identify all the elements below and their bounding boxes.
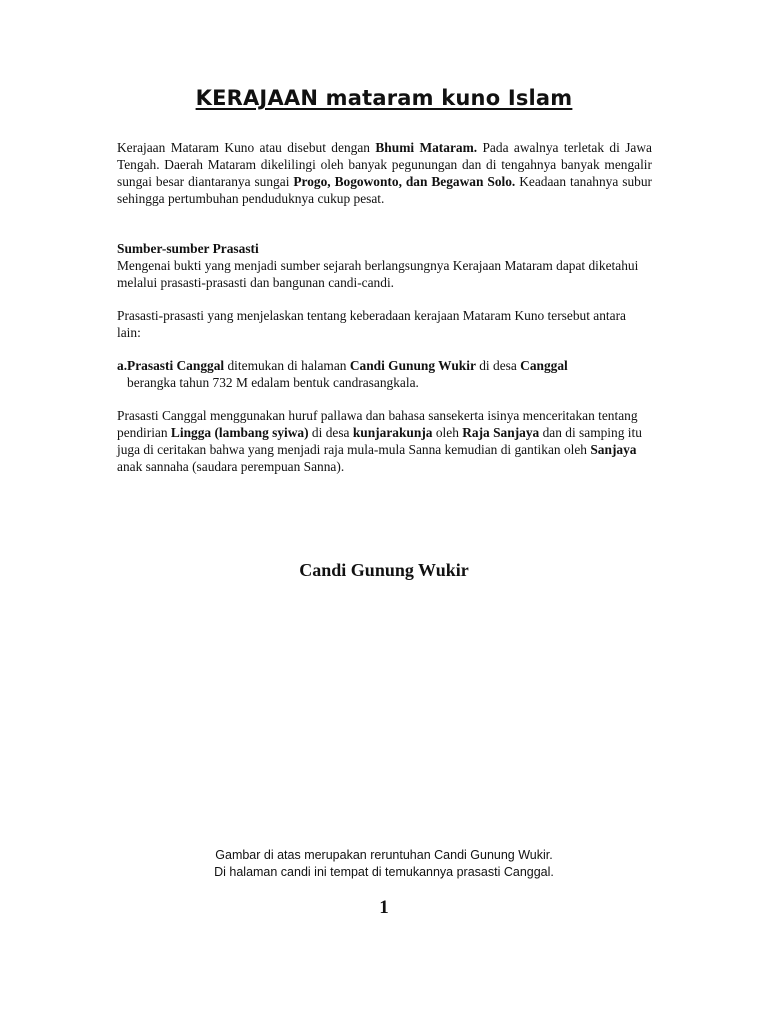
canggal-text-1: Prasasti Canggal menggunakan huruf pallawa dan bahasa sansekerta isinya menceritakan tentang pendirian <box>117 408 638 440</box>
sources-paragraph <box>117 240 652 291</box>
item-a-bold-candi: Candi Gunung Wukir <box>349 358 476 373</box>
canggal-bold-raja-sanjaya: Raja Sanjaya <box>462 425 540 440</box>
caption-line-1: Gambar di atas merupakan reruntuhan Candi Gunung Wukir. <box>215 848 553 862</box>
page-number: 1 <box>379 897 389 918</box>
list-item-a <box>117 357 652 391</box>
canggal-bold-kunjarakunja: kunjarakunja <box>352 425 433 440</box>
item-a-bold-prasasti-canggal: a.Prasasti Canggal <box>117 358 225 373</box>
intro-text-2: Pada awalnya terletak di Jawa Tengah. Daerah Mataram dikelilingi oleh banyak pegunungan dan di tengahnya banyak mengalir sungai besar diantaranya sungai <box>117 140 652 189</box>
intro-text-3: Keadaan tanahnya subur sehingga pertumbuhan penduduknya cukup pesat. <box>117 174 652 206</box>
intro-paragraph <box>117 139 652 207</box>
item-a-text-1: ditemukan di halaman <box>224 358 350 373</box>
canggal-text-4: dan di samping itu juga di ceritakan bahwa yang menjadi raja mula-mula Sanna kemudian di gantikan oleh <box>117 425 642 457</box>
document-title: KERAJAAN mataram kuno Islam <box>195 86 573 110</box>
canggal-bold-lingga: Lingga (lambang syiwa) <box>170 425 309 440</box>
item-a-text-2: di desa <box>475 358 521 373</box>
sources-heading: Sumber-sumber Prasasti <box>117 241 259 256</box>
item-a-text-3: berangka tahun 732 M edalam bentuk candrasangkala. <box>127 375 419 390</box>
canggal-text-5: anak sannaha (saudara perempuan Sanna). <box>117 459 345 474</box>
canggal-paragraph <box>117 407 652 475</box>
section-title: Candi Gunung Wukir <box>299 560 469 580</box>
intro-text-1: Kerajaan Mataram Kuno atau disebut dengan <box>117 140 376 155</box>
inscriptions-intro-paragraph: Prasasti-prasasti yang menjelaskan tentang keberadaan kerajaan Mataram Kuno tersebut antara lain: <box>117 308 627 340</box>
image-caption <box>0 847 768 881</box>
caption-line-2: Di halaman candi ini tempat di temukannya prasasti Canggal. <box>214 865 554 879</box>
intro-bold-rivers: Progo, Bogowonto, dan Begawan Solo. <box>293 174 516 189</box>
canggal-text-3: oleh <box>432 425 463 440</box>
canggal-text-2: di desa <box>308 425 353 440</box>
intro-bold-bhumi-mataram: Bhumi Mataram. <box>375 140 478 155</box>
item-a-bold-canggal: Canggal <box>520 358 568 373</box>
canggal-bold-sanjaya: Sanjaya <box>590 442 637 457</box>
sources-text: Mengenai bukti yang menjadi sumber sejarah berlangsungnya Kerajaan Mataram dapat diketahui melalui prasasti-prasasti dan bangunan candi-candi. <box>117 258 639 290</box>
